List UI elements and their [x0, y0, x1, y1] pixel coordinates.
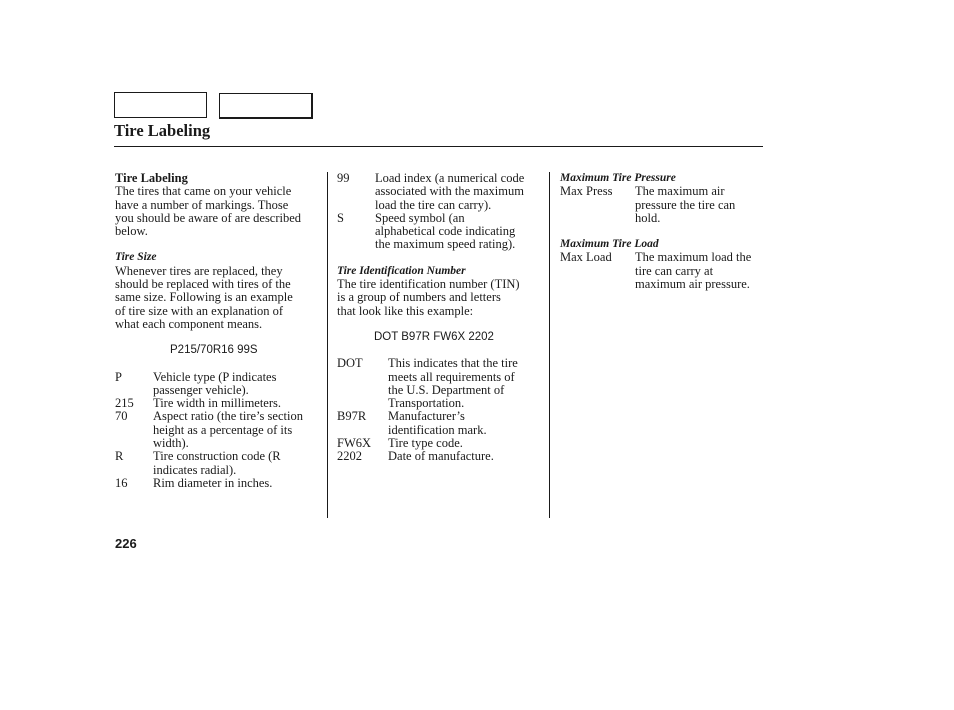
definition-row: [337, 450, 543, 463]
tin-example: DOT B97R FW6X 2202: [374, 330, 494, 343]
definition-text: Tire width in millimeters.: [153, 396, 282, 411]
definition-code: 215: [115, 396, 134, 411]
definition-text: Load index (a numerical code associated with the maximum load the tire can carry).: [375, 171, 525, 212]
definition-text: The maximum load the tire can carry at maximum air pressure.: [635, 250, 752, 292]
definition-row: [337, 212, 543, 252]
nav-box-right[interactable]: [219, 93, 313, 119]
definition-text: This indicates that the tire meets all requirements of the U.S. Department of Transportation.: [388, 356, 518, 411]
definition-text: Tire construction code (R indicates radial).: [153, 449, 281, 477]
text-line: what each component means.: [115, 316, 263, 331]
definition-text: Aspect ratio (the tire’s section height as a percentage of its width).: [153, 409, 303, 451]
tin-heading: Tire Identification Number: [337, 264, 466, 277]
text-line: same size. Following is an example: [115, 290, 293, 305]
text-line: The tires that came on your vehicle: [115, 184, 292, 199]
definition-text: Date of manufacture.: [388, 449, 494, 464]
definition-code: P: [115, 369, 122, 384]
definition-row: [115, 371, 321, 398]
definition-row: [115, 410, 321, 450]
definition-code: 2202: [337, 449, 362, 464]
max-pressure-heading: Maximum Tire Pressure: [560, 172, 676, 184]
text-line: have a number of markings. Those: [115, 197, 289, 212]
column-divider-1: [327, 172, 328, 518]
text-line: that look like this example:: [337, 303, 474, 318]
title-rule: [114, 146, 763, 147]
definition-text: The maximum air pressure the tire can hold.: [635, 184, 736, 225]
tire-size-heading: Tire Size: [115, 251, 157, 264]
text-line: should be replaced with tires of the: [115, 277, 291, 292]
definition-code: Max Load: [560, 250, 612, 265]
column-3: [560, 172, 765, 291]
text-line: you should be aware of are described: [115, 210, 302, 225]
definition-row: [560, 185, 765, 225]
definition-row: [560, 251, 765, 291]
definition-row: [337, 172, 543, 212]
definition-row: [337, 357, 543, 410]
column-divider-2: [549, 172, 550, 518]
definition-code: 70: [115, 409, 128, 424]
definition-code: B97R: [337, 409, 367, 424]
definition-code: 99: [337, 171, 350, 185]
definition-text: Manufacturer’s identification mark.: [388, 409, 487, 437]
definition-code: R: [115, 449, 124, 464]
text-line: is a group of numbers and letters: [337, 290, 501, 305]
definition-text: Rim diameter in inches.: [153, 475, 273, 490]
definition-row: [337, 437, 543, 450]
definition-row: [115, 450, 321, 477]
column-2: [337, 172, 543, 464]
definition-row: [337, 410, 543, 437]
page-title: Tire Labeling: [114, 121, 211, 140]
section-heading: Tire Labeling: [115, 171, 188, 185]
text-line: Whenever tires are replaced, they: [115, 263, 283, 278]
text-line: below.: [115, 224, 148, 239]
definition-code: Max Press: [560, 184, 613, 199]
tire-size-example: P215/70R16 99S: [170, 344, 258, 357]
tin-paragraph: [337, 278, 543, 318]
page-number: 226: [115, 536, 137, 551]
definition-code: 16: [115, 475, 128, 490]
definition-text: Tire type code.: [388, 436, 463, 451]
definition-code: FW6X: [337, 436, 372, 451]
definition-code: S: [337, 210, 344, 225]
nav-box-left[interactable]: [114, 92, 207, 118]
definition-text: Speed symbol (an alphabetical code indicating the maximum speed rating).: [375, 210, 516, 252]
definition-code: DOT: [337, 356, 363, 371]
tire-size-paragraph: [115, 265, 321, 331]
column-1: [115, 172, 321, 490]
max-load-heading: Maximum Tire Load: [560, 238, 659, 251]
intro-paragraph: [115, 185, 321, 238]
text-line: of tire size with an explanation of: [115, 303, 283, 318]
text-line: The tire identification number (TIN): [337, 277, 520, 292]
definition-row: [115, 477, 321, 490]
definition-row: [115, 397, 321, 410]
definition-text: Vehicle type (P indicates passenger vehicle).: [153, 369, 277, 397]
